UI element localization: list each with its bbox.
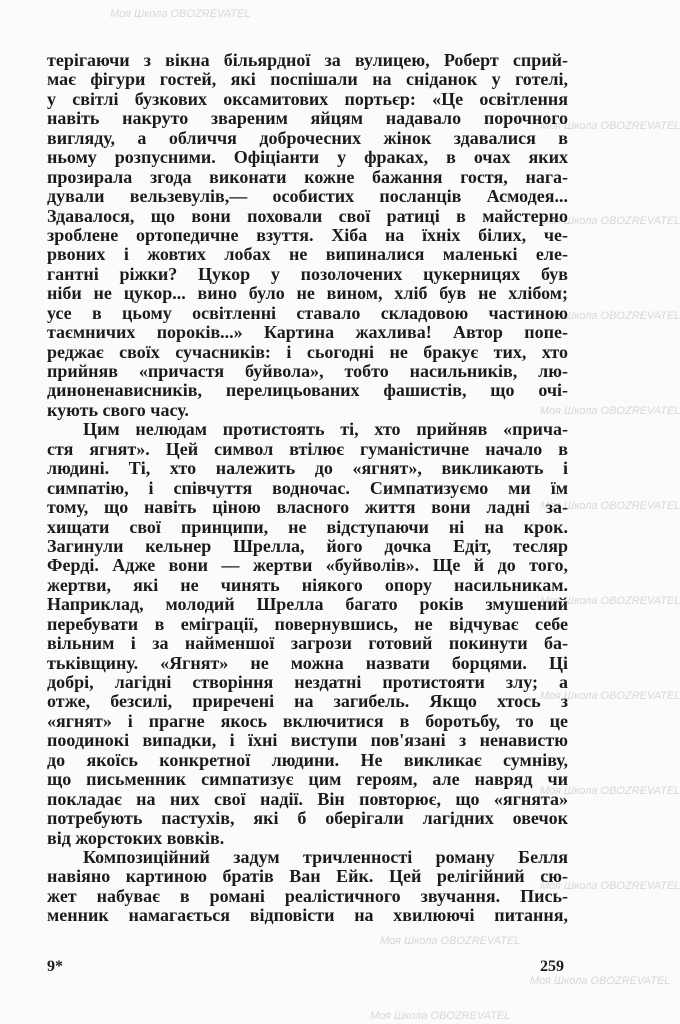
watermark: Моя Школа OBOZREVATEL <box>540 215 680 227</box>
text-line: Цим нелюдам протистоять ті, хто прийняв «прича- <box>83 419 568 440</box>
text-line: кують свого часу. <box>47 399 189 420</box>
text-line: навіть накруто звареним яйцям надавало порочного <box>47 108 568 129</box>
text-line: усе в цьому освітленні ставало складовою частиною <box>47 302 568 323</box>
text-line: диноненависників, перелицьованих фашистів, що очі- <box>47 380 568 401</box>
text-line: тьківщину. «Ягнят» не можна назвати борцями. Ці <box>47 652 568 673</box>
text-line: реджає своїх сучасників: і сьогодні не бракує тих, хто <box>47 341 568 362</box>
text-line: від жорстоких вовків. <box>47 827 225 848</box>
page-body-text <box>47 51 568 926</box>
watermark: Моя Школа OBOZREVATEL <box>110 8 251 20</box>
text-line: що письменник симпатизує цим героям, але навряд чи <box>47 769 568 790</box>
text-line: перебувати в еміграції, повернувшись, не відчуває себе <box>47 613 568 634</box>
text-line: Загинули кельнер Шрелла, його дочка Едіт, тесляр <box>47 535 568 556</box>
text-line: добрі, лагідні створіння нездатні протистояти злу; а <box>47 672 568 692</box>
text-line: ніби не цукор... вино було не вином, хліб був не хлібом; <box>47 283 568 304</box>
text-line: покладає на них свої надії. Він повторює, що «ягнята» <box>47 788 568 809</box>
text-line: дували вельзевулів,— особистих посланців Асмодея... <box>47 186 568 207</box>
text-line: Композиційний задум тричленності роману Белля <box>83 846 568 867</box>
watermark: Моя Школа OBOZREVATEL <box>540 310 680 322</box>
text-line: «ягнят» і прагне якось включитися в боротьбу, то це <box>47 710 568 731</box>
text-line: терігаючи з вікна більярдної за вулицею, Роберт сприй- <box>47 50 568 70</box>
text-line: хищати свої принципи, не відступаючи ні на крок. <box>47 516 568 537</box>
text-line: стя ягнят». Цей символ втілює гуманістичне начало в <box>47 438 568 459</box>
text-line: рвоних і жовтих лобах не випиналися маленькі еле- <box>47 244 568 265</box>
watermark: Моя Школа OBOZREVATEL <box>540 595 680 607</box>
text-line: до якоїсь конкретної людини. Не викликає сумніву, <box>47 749 568 770</box>
watermark: Моя Школа OBOZREVATEL <box>380 935 521 947</box>
page-number: 259 <box>540 958 564 975</box>
text-line: поодинокі випадки, і їхні виступи пов'язані з ненавистю <box>47 730 568 751</box>
text-line: прозирала згода виконати кожне бажання гостя, нага- <box>47 166 568 187</box>
text-line: має фігури гостей, які поспішали на сніданок у готелі, <box>47 69 568 90</box>
watermark: Моя Школа OBOZREVATEL <box>540 500 680 512</box>
text-line: у світлі бузкових оксамитових портьєр: «Це освітлення <box>47 88 568 109</box>
text-line: зроблене ортопедичне взуття. Хіба на їхніх білих, че- <box>47 224 568 245</box>
watermark: Моя Школа OBOZREVATEL <box>370 1010 511 1022</box>
text-line: вільним і за найменшої загрози готовий покинути ба- <box>47 633 568 654</box>
text-line: потребують пастухів, які б оберігали лагідних овечок <box>47 808 568 829</box>
text-line: людині. Ті, хто належить до «ягнят», викликають і <box>47 458 568 479</box>
watermark: Моя Школа OBOZREVATEL <box>540 880 680 892</box>
signature-mark: 9* <box>47 958 63 975</box>
text-line: гантні ріжки? Цукор у позолочених цукерницях був <box>47 263 568 284</box>
text-line: симпатію, і співчуття водночас. Симпатизуємо ми їм <box>47 477 568 498</box>
watermark: Моя Школа OBOZREVATEL <box>530 975 671 987</box>
watermark: Моя Школа OBOZREVATEL <box>540 690 680 702</box>
text-line: тому, що навіть ціною власного життя вони ладні за- <box>47 497 568 518</box>
text-line: прийняв «причастя буйвола», тобто насильників, лю- <box>47 361 568 381</box>
text-line: жет набуває в романі реалістичного звучання. Пись- <box>47 885 568 906</box>
text-line: Наприклад, молодий Шрелла багато років змушений <box>47 594 568 615</box>
text-line: Здавалося, що вони поховали свої ратиці в майстерно <box>47 205 568 226</box>
text-line: таємничих пороків...» Картина жахлива! Автор попе- <box>47 322 568 343</box>
watermark: Моя Школа OBOZREVATEL <box>540 785 680 797</box>
watermark: Моя Школа OBOZREVATEL <box>540 405 680 417</box>
text-line: ньому розпусними. Офіціанти у фраках, в очах яких <box>47 147 568 168</box>
watermark: Моя Школа OBOZREVATEL <box>540 120 680 132</box>
text-line: навіяно картиною братів Ван Ейк. Цей релігійний сю- <box>47 866 568 887</box>
text-line: жертви, які не чинять ніякого опору насильникам. <box>47 574 568 595</box>
text-line: отже, безсилі, приречені на загибель. Якщо хтось з <box>47 691 568 712</box>
text-line: Ферді. Адже вони — жертви «буйволів». Ще й до того, <box>47 555 568 576</box>
text-line: вигляду, а обличчя доброчесних жінок здавалися в <box>47 127 568 148</box>
text-line: менник намагається відповісти на хвилюючі питання, <box>47 905 568 926</box>
